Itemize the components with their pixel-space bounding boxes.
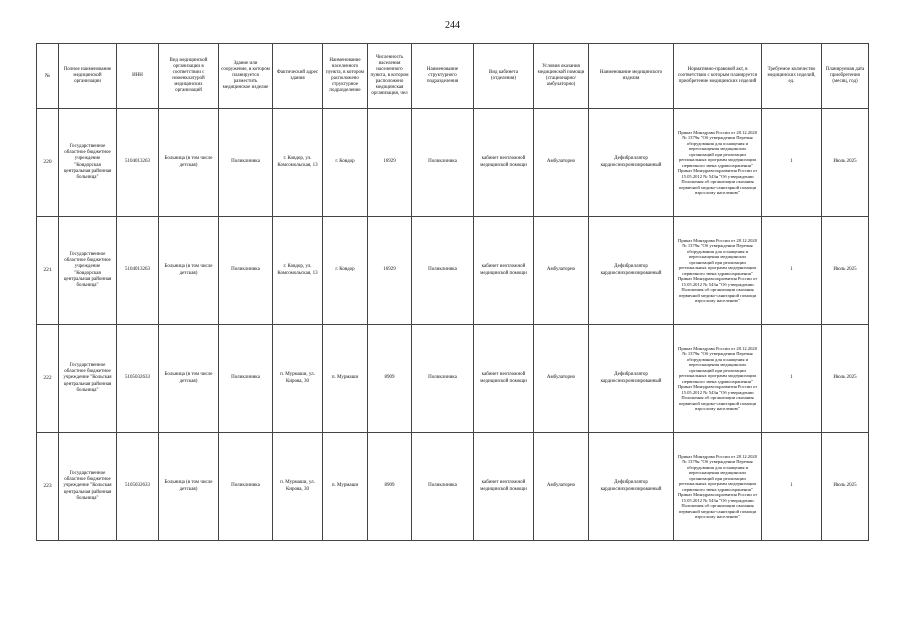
cell-organization-type: Больница (в том числе детская)	[159, 217, 219, 325]
cell-conditions: Амбулаторно	[534, 433, 589, 541]
cell-address: г. Ковдор, ул. Комсомольская, 13	[273, 217, 323, 325]
cell-cabinet: кабинет неотложной медицинской помощи	[474, 433, 534, 541]
cell-regulation: Приказ Минздрава России от 28.12.2020 № 1379н "Об утверждении Перечня оборудования для оснащения и переоснащения медицинских организаций при реализации региональных программ модернизации первичного звена здравоохранения" Приказ Минздравсоцразвития России от 15.05.2012 № 543н "Об утверждении Положения об организации оказания первичной медико-санитарной помощи взрослому населению"	[674, 109, 762, 217]
column-header: Здание или сооружение, в котором планируется разместить медицинское изделие	[219, 44, 273, 109]
column-header: Численность населения населенного пункта, в котором расположено медицинская организация, чел	[368, 44, 412, 109]
cell-cabinet: кабинет неотложной медицинской помощи	[474, 325, 534, 433]
column-header: Наименование населенного пункта, в котором расположено структурное подразделение	[323, 44, 368, 109]
cell-organization: Государственное областное бюджетное учреждение "Ковдорская центральная районная больница"	[59, 109, 117, 217]
cell-building: Поликлиника	[219, 325, 273, 433]
table-row	[37, 217, 869, 325]
cell-population: 16929	[368, 109, 412, 217]
cell-organization-type: Больница (в том числе детская)	[159, 325, 219, 433]
cell-settlement: г. Ковдор	[323, 109, 368, 217]
column-header: №	[37, 44, 59, 109]
cell-building: Поликлиника	[219, 433, 273, 541]
table-row	[37, 433, 869, 541]
cell-inn: 5104013263	[117, 109, 159, 217]
cell-number: 221	[37, 217, 59, 325]
column-header: Требуемое количество медицинских изделий, ед.	[762, 44, 822, 109]
column-header: Наименование медицинского изделия	[589, 44, 674, 109]
column-header: Нормативно-правовой акт, в соответствии с которым планируется приобретение медицинских изделий	[674, 44, 762, 109]
cell-population: 8909	[368, 325, 412, 433]
cell-quantity: 1	[762, 217, 822, 325]
cell-inn: 5105032633	[117, 325, 159, 433]
cell-device: Дефибриллятор кардиосинхронизированный	[589, 217, 674, 325]
cell-cabinet: кабинет неотложной медицинской помощи	[474, 217, 534, 325]
table-header-row	[37, 44, 869, 109]
cell-number: 222	[37, 325, 59, 433]
column-header: Вид медицинской организации в соответствии с номенклатурой медицинских организаций	[159, 44, 219, 109]
cell-address: г. Ковдор, ул. Комсомольская, 13	[273, 109, 323, 217]
cell-device: Дефибриллятор кардиосинхронизированный	[589, 325, 674, 433]
cell-quantity: 1	[762, 433, 822, 541]
cell-unit: Поликлиника	[412, 325, 474, 433]
cell-quantity: 1	[762, 109, 822, 217]
table-row	[37, 109, 869, 217]
cell-organization: Государственное областное бюджетное учреждение "Кольская центральная районная больница"	[59, 433, 117, 541]
cell-inn: 5104013263	[117, 217, 159, 325]
cell-unit: Поликлиника	[412, 217, 474, 325]
cell-population: 8909	[368, 433, 412, 541]
cell-organization: Государственное областное бюджетное учреждение "Ковдорская центральная районная больница"	[59, 217, 117, 325]
cell-date: Июль 2025	[822, 217, 869, 325]
cell-quantity: 1	[762, 325, 822, 433]
cell-inn: 5105032633	[117, 433, 159, 541]
cell-settlement: п. Мурмаши	[323, 325, 368, 433]
cell-date: Июль 2025	[822, 433, 869, 541]
column-header: Наименование структурного подразделения	[412, 44, 474, 109]
cell-device: Дефибриллятор кардиосинхронизированный	[589, 433, 674, 541]
cell-conditions: Амбулаторно	[534, 109, 589, 217]
column-header: Фактический адрес здания	[273, 44, 323, 109]
cell-population: 16929	[368, 217, 412, 325]
cell-address: п. Мурмаши, ул. Кирова, 30	[273, 433, 323, 541]
cell-organization-type: Больница (в том числе детская)	[159, 433, 219, 541]
cell-number: 223	[37, 433, 59, 541]
cell-settlement: п. Мурмаши	[323, 433, 368, 541]
cell-date: Июль 2025	[822, 325, 869, 433]
cell-cabinet: кабинет неотложной медицинской помощи	[474, 109, 534, 217]
cell-regulation: Приказ Минздрава России от 28.12.2020 № 1379н "Об утверждении Перечня оборудования для оснащения и переоснащения медицинских организаций при реализации региональных программ модернизации первичного звена здравоохранения" Приказ Минздравсоцразвития России от 15.05.2012 № 543н "Об утверждении Положения об организации оказания первичной медико-санитарной помощи взрослому населению"	[674, 433, 762, 541]
column-header: ИНН	[117, 44, 159, 109]
cell-organization-type: Больница (в том числе детская)	[159, 109, 219, 217]
cell-settlement: г. Ковдор	[323, 217, 368, 325]
cell-number: 220	[37, 109, 59, 217]
column-header: Полное наименование медицинской организации	[59, 44, 117, 109]
cell-building: Поликлиника	[219, 109, 273, 217]
cell-conditions: Амбулаторно	[534, 325, 589, 433]
cell-date: Июль 2025	[822, 109, 869, 217]
cell-regulation: Приказ Минздрава России от 28.12.2020 № 1379н "Об утверждении Перечня оборудования для оснащения и переоснащения медицинских организаций при реализации региональных программ модернизации первичного звена здравоохранения" Приказ Минздравсоцразвития России от 15.05.2012 № 543н "Об утверждении Положения об организации оказания первичной медико-санитарной помощи взрослому населению"	[674, 217, 762, 325]
cell-organization: Государственное областное бюджетное учреждение "Кольская центральная районная больница"	[59, 325, 117, 433]
cell-address: п. Мурмаши, ул. Кирова, 30	[273, 325, 323, 433]
page-number: 244	[445, 20, 460, 31]
equipment-registry-table	[36, 43, 869, 541]
cell-unit: Поликлиника	[412, 433, 474, 541]
cell-building: Поликлиника	[219, 217, 273, 325]
cell-device: Дефибриллятор кардиосинхронизированный	[589, 109, 674, 217]
column-header: Условия оказания медицинской помощи (стационарно/амбулаторно)	[534, 44, 589, 109]
cell-unit: Поликлиника	[412, 109, 474, 217]
cell-regulation: Приказ Минздрава России от 28.12.2020 № 1379н "Об утверждении Перечня оборудования для оснащения и переоснащения медицинских организаций при реализации региональных программ модернизации первичного звена здравоохранения" Приказ Минздравсоцразвития России от 15.05.2012 № 543н "Об утверждении Положения об организации оказания первичной медико-санитарной помощи взрослому населению"	[674, 325, 762, 433]
table-row	[37, 325, 869, 433]
cell-conditions: Амбулаторно	[534, 217, 589, 325]
column-header: Вид кабинета (отделения)	[474, 44, 534, 109]
column-header: Планируемая дата приобретения (месяц, год)	[822, 44, 869, 109]
